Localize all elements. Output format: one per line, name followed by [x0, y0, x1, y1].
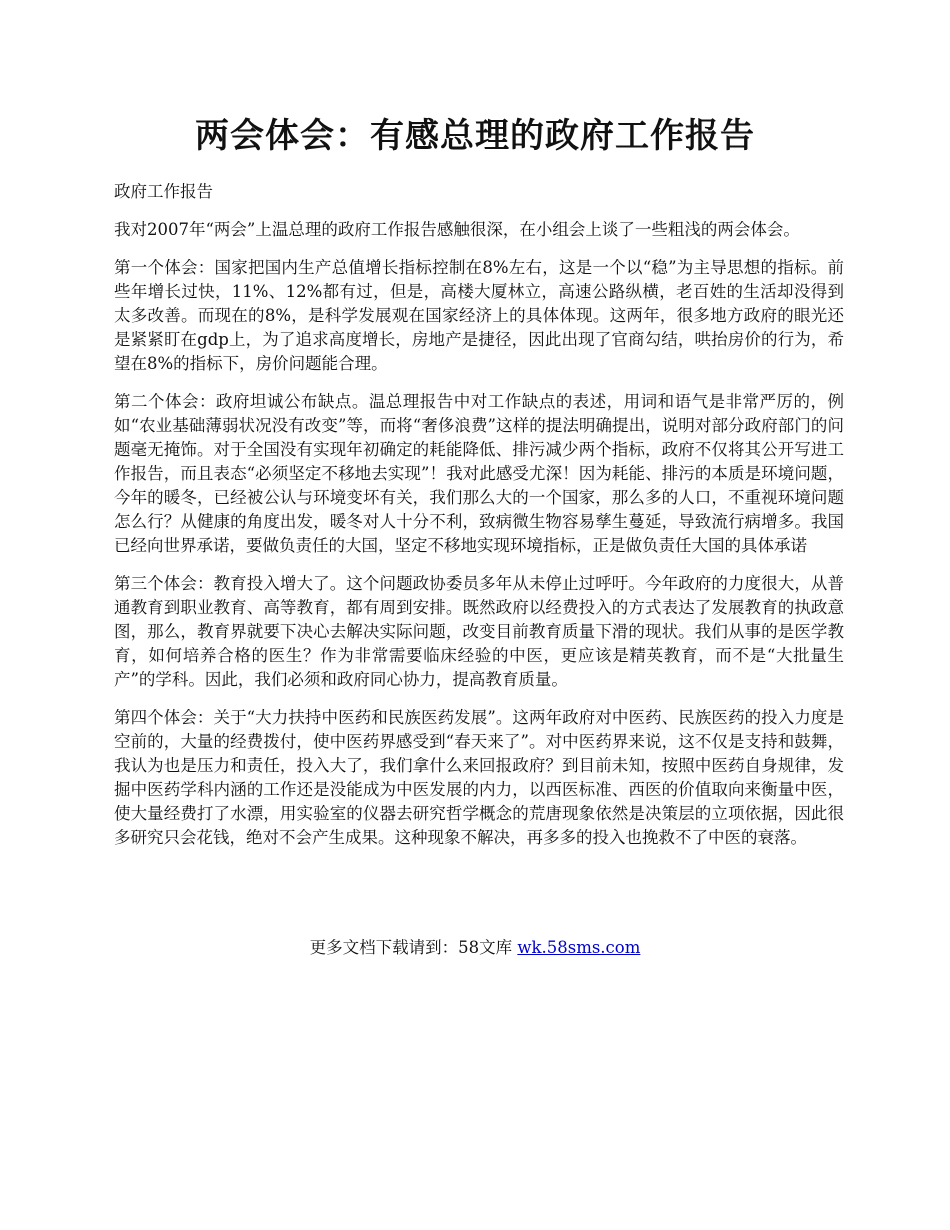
download-footer — [0, 936, 950, 960]
document-title: 两会体会：有感总理的政府工作报告 — [195, 116, 755, 156]
footer-link[interactable]: wk.58sms.com — [517, 938, 641, 957]
intro-paragraph: 我对2007年“两会”上温总理的政府工作报告感触很深，在小组会上谈了一些粗浅的两会体会。 — [114, 220, 800, 239]
paragraph-third-insight: 第三个体会：教育投入增大了。这个问题政协委员多年从未停止过呼吁。今年政府的力度很大，从普通教育到职业教育、高等教育，都有周到安排。既然政府以经费投入的方式表达了发展教育的执政意图，那么，教育界就要下决心去解决实际问题，改变目前教育质量下滑的现状。我们从事的是医学教育，如何培养合格的医生？作为非常需要临床经验的中医，更应该是精英教育，而不是“大批量生产”的学科。因此，我们必须和政府同心协力，提高教育质量。 — [114, 574, 844, 689]
footer-text: 更多文档下载请到：58文库 — [309, 938, 518, 957]
document-subtitle: 政府工作报告 — [114, 182, 213, 201]
document-body — [114, 218, 844, 864]
paragraph-fourth-insight: 第四个体会：关于“大力扶持中医药和民族医药发展”。这两年政府对中医药、民族医药的投入力度是空前的，大量的经费拨付，使中医药界感受到“春天来了”。对中医药界来说，这不仅是支持和鼓舞，我认为也是压力和责任，投入大了，我们拿什么来回报政府？到目前未知，按照中医药自身规律，发掘中医药学科内涵的工作还是没能成为中医发展的内力，以西医标准、西医的价值取向来衡量中医，使大量经费打了水漂，用实验室的仪器去研究哲学概念的荒唐现象依然是决策层的立项依据，因此很多研究只会花钱，绝对不会产生成果。这种现象不解决，再多多的投入也挽救不了中医的衰落。 — [114, 708, 844, 847]
paragraph-first-insight: 第一个体会：国家把国内生产总值增长指标控制在8%左右，这是一个以“稳”为主导思想的指标。前些年增长过快，11%、12%都有过，但是，高楼大厦林立，高速公路纵横，老百姓的生活却没得到太多改善。而现在的8%，是科学发展观在国家经济上的具体体现。这两年，很多地方政府的眼光还是紧紧盯在gdp上，为了追求高度增长，房地产是捷径，因此出现了官商勾结，哄抬房价的行为，希望在8%的指标下，房价问题能合理。 — [114, 258, 844, 373]
paragraph-second-insight: 第二个体会：政府坦诚公布缺点。温总理报告中对工作缺点的表述，用词和语气是非常严厉的，例如“农业基础薄弱状况没有改变”等，而将“奢侈浪费”这样的提法明确提出，说明对部分政府部门的问题毫无掩饰。对于全国没有实现年初确定的耗能降低、排污减少两个指标，政府不仅将其公开写进工作报告，而且表态“必须坚定不移地去实现”！我对此感受尤深！因为耗能、排污的本质是环境问题，今年的暖冬，已经被公认与环境变坏有关，我们那么大的一个国家，那么多的人口，不重视环境问题怎么行？从健康的角度出发，暖冬对人十分不利，致病微生物容易孳生蔓延，导致流行病增多。我国已经向世界承诺，要做负责任的大国，坚定不移地实现环境指标，正是做负责任大国的具体承诺 — [114, 392, 844, 555]
